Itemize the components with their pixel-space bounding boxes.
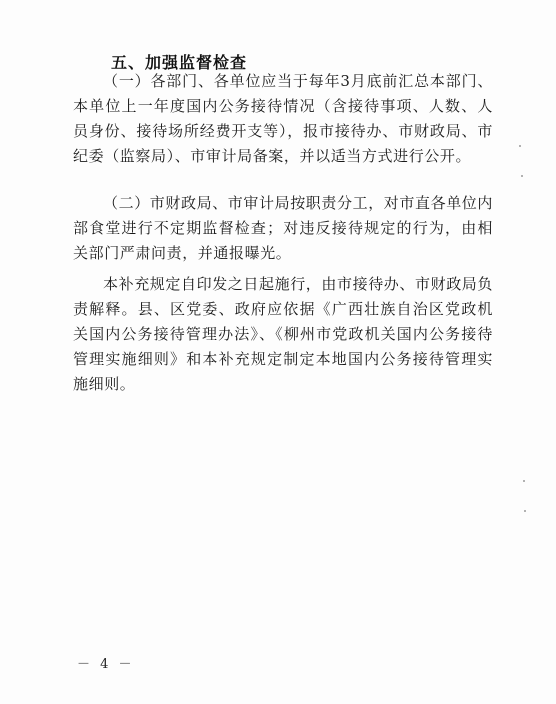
paragraph-supervision: （二）市财政局、市审计局按职责分工，对市直各单位内部食堂进行不定期监督检查；对违反接待规定的行为，由相关部门严肃问责，并通报曝光。 <box>73 194 494 262</box>
paragraph-reporting: （一）各部门、各单位应当于每年3月底前汇总本部门、本单位上一年度国内公务接待情况（含接待事项、人数、人员身份、接待场所经费开支等），报市接待办、市财政局、市纪委（监察局）、市审计局备案，并以适当方式进行公开。 <box>73 72 493 165</box>
section-heading: 五、加强监督检查 <box>111 53 248 72</box>
scan-speck <box>521 175 523 177</box>
page-number: － 4 － <box>77 657 135 672</box>
scan-speck <box>524 510 526 512</box>
scan-speck <box>523 480 525 482</box>
paragraph-effective-date: 本补充规定自印发之日起施行，由市接待办、市财政局负责解释。县、区党委、政府应依据《广西壮族自治区党政机关国内公务接待管理办法》、《柳州市党政机关国内公务接待管理实施细则》和本补充规定制定本地国内公务接待管理实施细则。 <box>73 275 494 393</box>
scan-speck <box>519 145 521 147</box>
